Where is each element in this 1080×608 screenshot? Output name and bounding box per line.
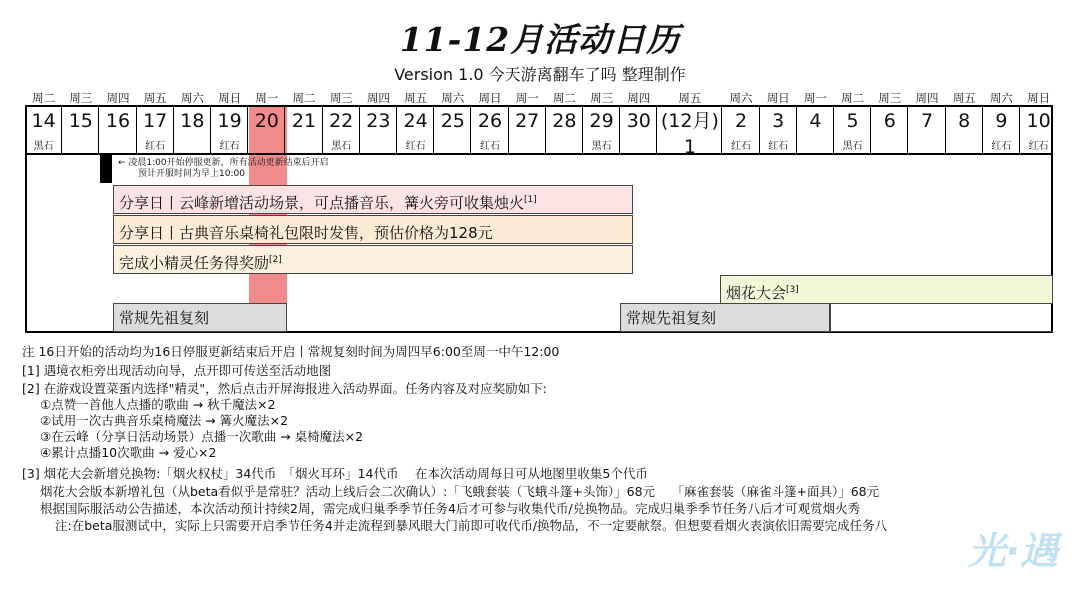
notice-line-1: 凌晨1:00开始停服更新，所有活动更新结束后开启 (128, 158, 329, 168)
note-3-line-3: 注:在beta服测试中，实际上只需要开启季节任务4并走流程到暴风眼大门前即可收代币/换物品，不一定要献祭。但想要看烟火表演依旧需要完成任务八 (55, 518, 888, 533)
maintenance-notice (118, 158, 329, 180)
day-cell (983, 105, 1020, 155)
day-number: 9 (995, 110, 1008, 132)
footnote-ref: [2] (269, 255, 282, 265)
event-bar-spirit-task[interactable] (113, 245, 633, 274)
weekday-label: 周四 (915, 91, 939, 105)
day-number: 3 (772, 110, 785, 132)
day-cell (471, 105, 508, 155)
day-cell (323, 105, 360, 155)
shard-label: 黑石 (591, 141, 612, 152)
weekday-label: 周日 (478, 91, 502, 105)
weekday-label: 周五 (143, 91, 167, 105)
day-number: 15 (68, 110, 93, 132)
weekday-label: 周三 (69, 91, 93, 105)
day-number: 20 (254, 110, 279, 132)
footnote-ref: [3] (786, 285, 799, 295)
day-cell (657, 105, 722, 158)
weekday-label: 周一 (515, 91, 539, 105)
day-cell (509, 105, 546, 155)
day-cell (211, 105, 248, 155)
weekday-label: 周二 (292, 91, 316, 105)
event-bar-spirit-rerun-2[interactable] (620, 303, 830, 332)
weekday-label: 周三 (329, 91, 353, 105)
shard-label: 黑石 (331, 141, 352, 152)
day-cell (871, 105, 908, 155)
shard-label: 红石 (145, 141, 166, 152)
day-cell (834, 105, 871, 155)
empty-slot (830, 303, 1053, 332)
day-number: 25 (440, 110, 465, 132)
day-cell (797, 105, 834, 155)
event-label: 完成小精灵任务得奖励 (119, 254, 270, 272)
weekday-label: 周五 (952, 91, 976, 105)
weekday-label: 周四 (627, 91, 651, 105)
weekday-label: 周六 (729, 91, 753, 105)
day-number: 8 (958, 110, 971, 132)
note-2: [2] 在游戏设置菜蛋内选择"精灵"，然后点击开屏海报进入活动界面。任务内容及对应奖励如下: (22, 381, 547, 396)
weekday-label: 周四 (366, 91, 390, 105)
day-number: 19 (217, 110, 242, 132)
maintenance-marker (100, 155, 112, 183)
day-cell (760, 105, 797, 155)
day-number: 16 (105, 110, 131, 132)
note-general: 注 16日开始的活动均为16日停服更新结束后开启丨常规复刻时间为周四早6:00至周一中午12:00 (22, 344, 560, 359)
page-subtitle: Version 1.0 今天游离翻车了吗 整理制作 (394, 65, 686, 84)
day-number: 22 (329, 110, 354, 132)
page-title: 11-12月活动日历 (399, 20, 681, 59)
shard-label: 黑石 (842, 141, 863, 152)
weekday-label: 周二 (841, 91, 865, 105)
event-bar-spirit-rerun-1[interactable] (113, 303, 287, 332)
day-number: 23 (366, 110, 391, 132)
day-number: 27 (515, 110, 540, 132)
weekday-label: 周六 (989, 91, 1013, 105)
event-label: 分享日丨古典音乐桌椅礼包限时发售，预估价格为128元 (119, 224, 493, 242)
note-2-item-3: ③在云峰（分享日活动场景）点播一次歌曲 → 桌椅魔法×2 (40, 429, 364, 444)
weekday-label: 周一 (255, 91, 279, 105)
weekday-label: 周二 (552, 91, 576, 105)
day-number: 24 (403, 110, 428, 132)
event-label: 烟花大会 (726, 284, 787, 302)
day-cell (397, 105, 434, 155)
shard-label: 红石 (1028, 141, 1049, 152)
day-cell (908, 105, 945, 155)
shard-label: 红石 (405, 141, 426, 152)
day-number: 4 (809, 110, 822, 132)
notice-line-2: 预计开服时间为早上10:00 (138, 169, 245, 179)
day-cell (620, 105, 657, 155)
day-number: 7 (920, 110, 934, 132)
shard-label: 黑石 (33, 141, 54, 152)
event-bar-fireworks[interactable] (720, 275, 1053, 304)
day-number: 29 (589, 110, 614, 132)
day-cell (137, 105, 174, 155)
note-2-item-1: ①点赞一首他人点播的歌曲 → 秋千魔法×2 (40, 397, 276, 412)
shard-label: 红石 (219, 141, 240, 152)
note-1: [1] 遇境衣柜旁出现活动向导，点开即可传送至活动地图 (22, 363, 332, 378)
day-number: 18 (180, 110, 205, 132)
weekday-label: 周六 (441, 91, 465, 105)
day-cell (62, 105, 99, 155)
note-3-line-2: 根据国际服活动公告描述，本次活动预计持续2周，需完成归巢季季节任务4后才可参与收集代币/兑换物品。完成归巢季季节任务八后才可观赏烟火秀 (40, 501, 861, 516)
day-number: 26 (477, 110, 503, 132)
shard-label: 红石 (730, 141, 751, 152)
weekday-label: 周四 (106, 91, 130, 105)
weekday-label: 周日 (766, 91, 790, 105)
note-2-item-2: ②试用一次古典音乐桌椅魔法 → 篝火魔法×2 (40, 413, 289, 428)
day-cell (174, 105, 211, 155)
shard-label: 红石 (991, 141, 1012, 152)
shard-label: 红石 (479, 141, 500, 152)
event-bar-classic-music-pack[interactable] (113, 215, 633, 244)
weekday-label: 周日 (218, 91, 242, 105)
weekday-label: 周五 (404, 91, 428, 105)
event-bar-cloud-peak[interactable] (113, 185, 633, 214)
day-number: (12月) 1 (660, 110, 719, 158)
event-label: 分享日丨云峰新增活动场景，可点播音乐，篝火旁可收集烛火 (119, 194, 525, 212)
weekday-label: 周三 (590, 91, 614, 105)
day-number: 2 (734, 110, 748, 132)
weekday-label: 周五 (678, 91, 702, 105)
event-label: 常规先祖复刻 (119, 309, 210, 327)
day-number: 5 (846, 110, 859, 132)
day-cell (722, 105, 759, 155)
day-cell (99, 105, 136, 155)
day-cell (583, 105, 620, 155)
day-number: 28 (552, 110, 577, 132)
day-cell (25, 105, 62, 155)
day-cell (434, 105, 471, 155)
event-label: 常规先祖复刻 (626, 309, 717, 327)
weekday-label: 周日 (1027, 91, 1051, 105)
day-number: 6 (883, 110, 896, 132)
arrow-left-icon: ← (118, 158, 126, 168)
day-cell (546, 105, 583, 155)
day-number: 21 (291, 110, 317, 132)
day-cell (285, 105, 322, 155)
day-number: 14 (31, 110, 56, 132)
note-3: [3] 烟花大会新增兑换物:「烟火权杖」34代币 「烟火耳环」14代币 在本次活动周每日可从地图里收集5个代币 (22, 466, 648, 481)
weekday-label: 周一 (803, 91, 827, 105)
note-3-line-1: 烟花大会版本新增礼包（从beta看似乎是常驻？活动上线后会二次确认）:「飞蛾套装（飞蛾斗篷+头饰）」68元 「麻雀套装（麻雀斗篷+面具）」68元 (40, 484, 880, 499)
day-cell (248, 105, 285, 155)
shard-label: 红石 (768, 141, 789, 152)
day-cell (946, 105, 983, 155)
weekday-label: 周三 (878, 91, 902, 105)
day-number: 30 (626, 110, 651, 132)
day-number: 17 (143, 110, 168, 132)
day-cell (360, 105, 397, 155)
footnote-ref: [1] (524, 195, 537, 205)
day-number: 10 (1026, 110, 1051, 132)
weekday-label: 周六 (180, 91, 204, 105)
note-2-item-4: ④累计点播10次歌曲 → 爱心×2 (40, 445, 217, 460)
weekday-label: 周二 (32, 91, 56, 105)
game-logo-watermark: 光·遇 (967, 529, 1058, 573)
